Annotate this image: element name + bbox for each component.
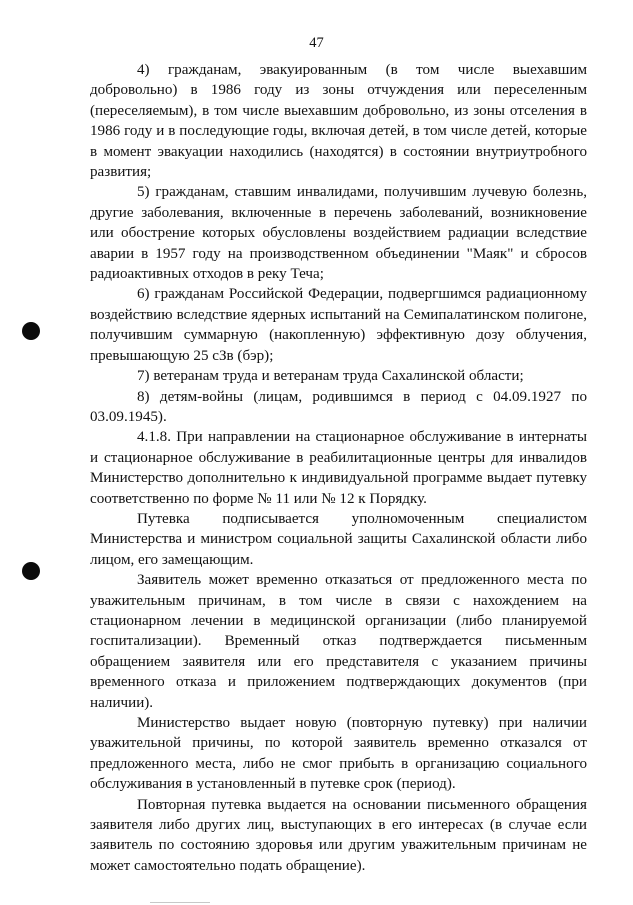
punch-hole-bottom: [22, 562, 40, 580]
punch-hole-top: [22, 322, 40, 340]
document-body: [90, 60, 587, 876]
paragraph-item-4: 4) гражданам, эвакуированным (в том числе выехавшим добровольно) в 1986 году из зоны отчуждения или переселенным (переселяемым), в том числе выехавшим добровольно, из зоны отселения в 1986 году и в последующие годы, включая детей, в том числе детей, которые в момент эвакуации находились (находятся) в состоянии внутриутробного развития;: [90, 62, 587, 181]
page-number: 47: [309, 35, 324, 51]
paragraph-new-voucher: Министерство выдает новую (повторную путевку) при наличии уважительной причины, по которой заявитель временно отказался от предложенного места, либо не смог прибыть в организацию социального обслуживания в установленный в путевке срок (период).: [90, 715, 587, 793]
paragraph-voucher-signing: Путевка подписывается уполномоченным специалистом Министерства и министром социальной защиты Сахалинской области либо лицом, его замещающим.: [90, 510, 587, 568]
paragraph-item-5: 5) гражданам, ставшим инвалидами, получившим лучевую болезнь, другие заболевания, включенные в перечень заболеваний, возникновение или обострение которых обусловлены воздействием радиации вследствие аварии в 1957 году на производственном объединении "Маяк" и сбросов радиоактивных отходов в реку Теча;: [90, 184, 587, 283]
paragraph-item-8: 8) детям-войны (лицам, родившимся в период с 04.09.1927 по 03.09.1945).: [90, 388, 587, 425]
paragraph-4-1-8: 4.1.8. При направлении на стационарное обслуживание в интернаты и стационарное обслуживание в реабилитационные центры для инвалидов Министерство дополнительно к индивидуальной программе выдает путевку соответственно по форме № 11 или № 12 к Порядку.: [90, 429, 587, 507]
paragraph-repeat-voucher: Повторная путевка выдается на основании письменного обращения заявителя либо других лиц, выступающих в его интересах (в случае если заявитель по состоянию здоровья или другим уважительным причинам не может самостоятельно подать обращение).: [90, 796, 587, 874]
scan-artifact: [150, 902, 210, 903]
paragraph-item-7: 7) ветеранам труда и ветеранам труда Сахалинской области;: [137, 368, 524, 385]
paragraph-item-6: 6) гражданам Российской Федерации, подвергшимся радиационному воздействию вследствие ядерных испытаний на Семипалатинском полигоне, получившим суммарную (накопленную) эффективную дозу облучения, превышающую 25 сЗв (бэр);: [90, 286, 587, 364]
paragraph-temporary-refusal: Заявитель может временно отказаться от предложенного места по уважительным причинам, в том числе в связи с нахождением на стационарном лечении в медицинской организации (либо планируемой госпитализации). Временный отказ подтверждается письменным обращением заявителя или его представителя с указанием причины временного отказа и приложением подтверждающих документов (при наличии).: [90, 572, 587, 711]
